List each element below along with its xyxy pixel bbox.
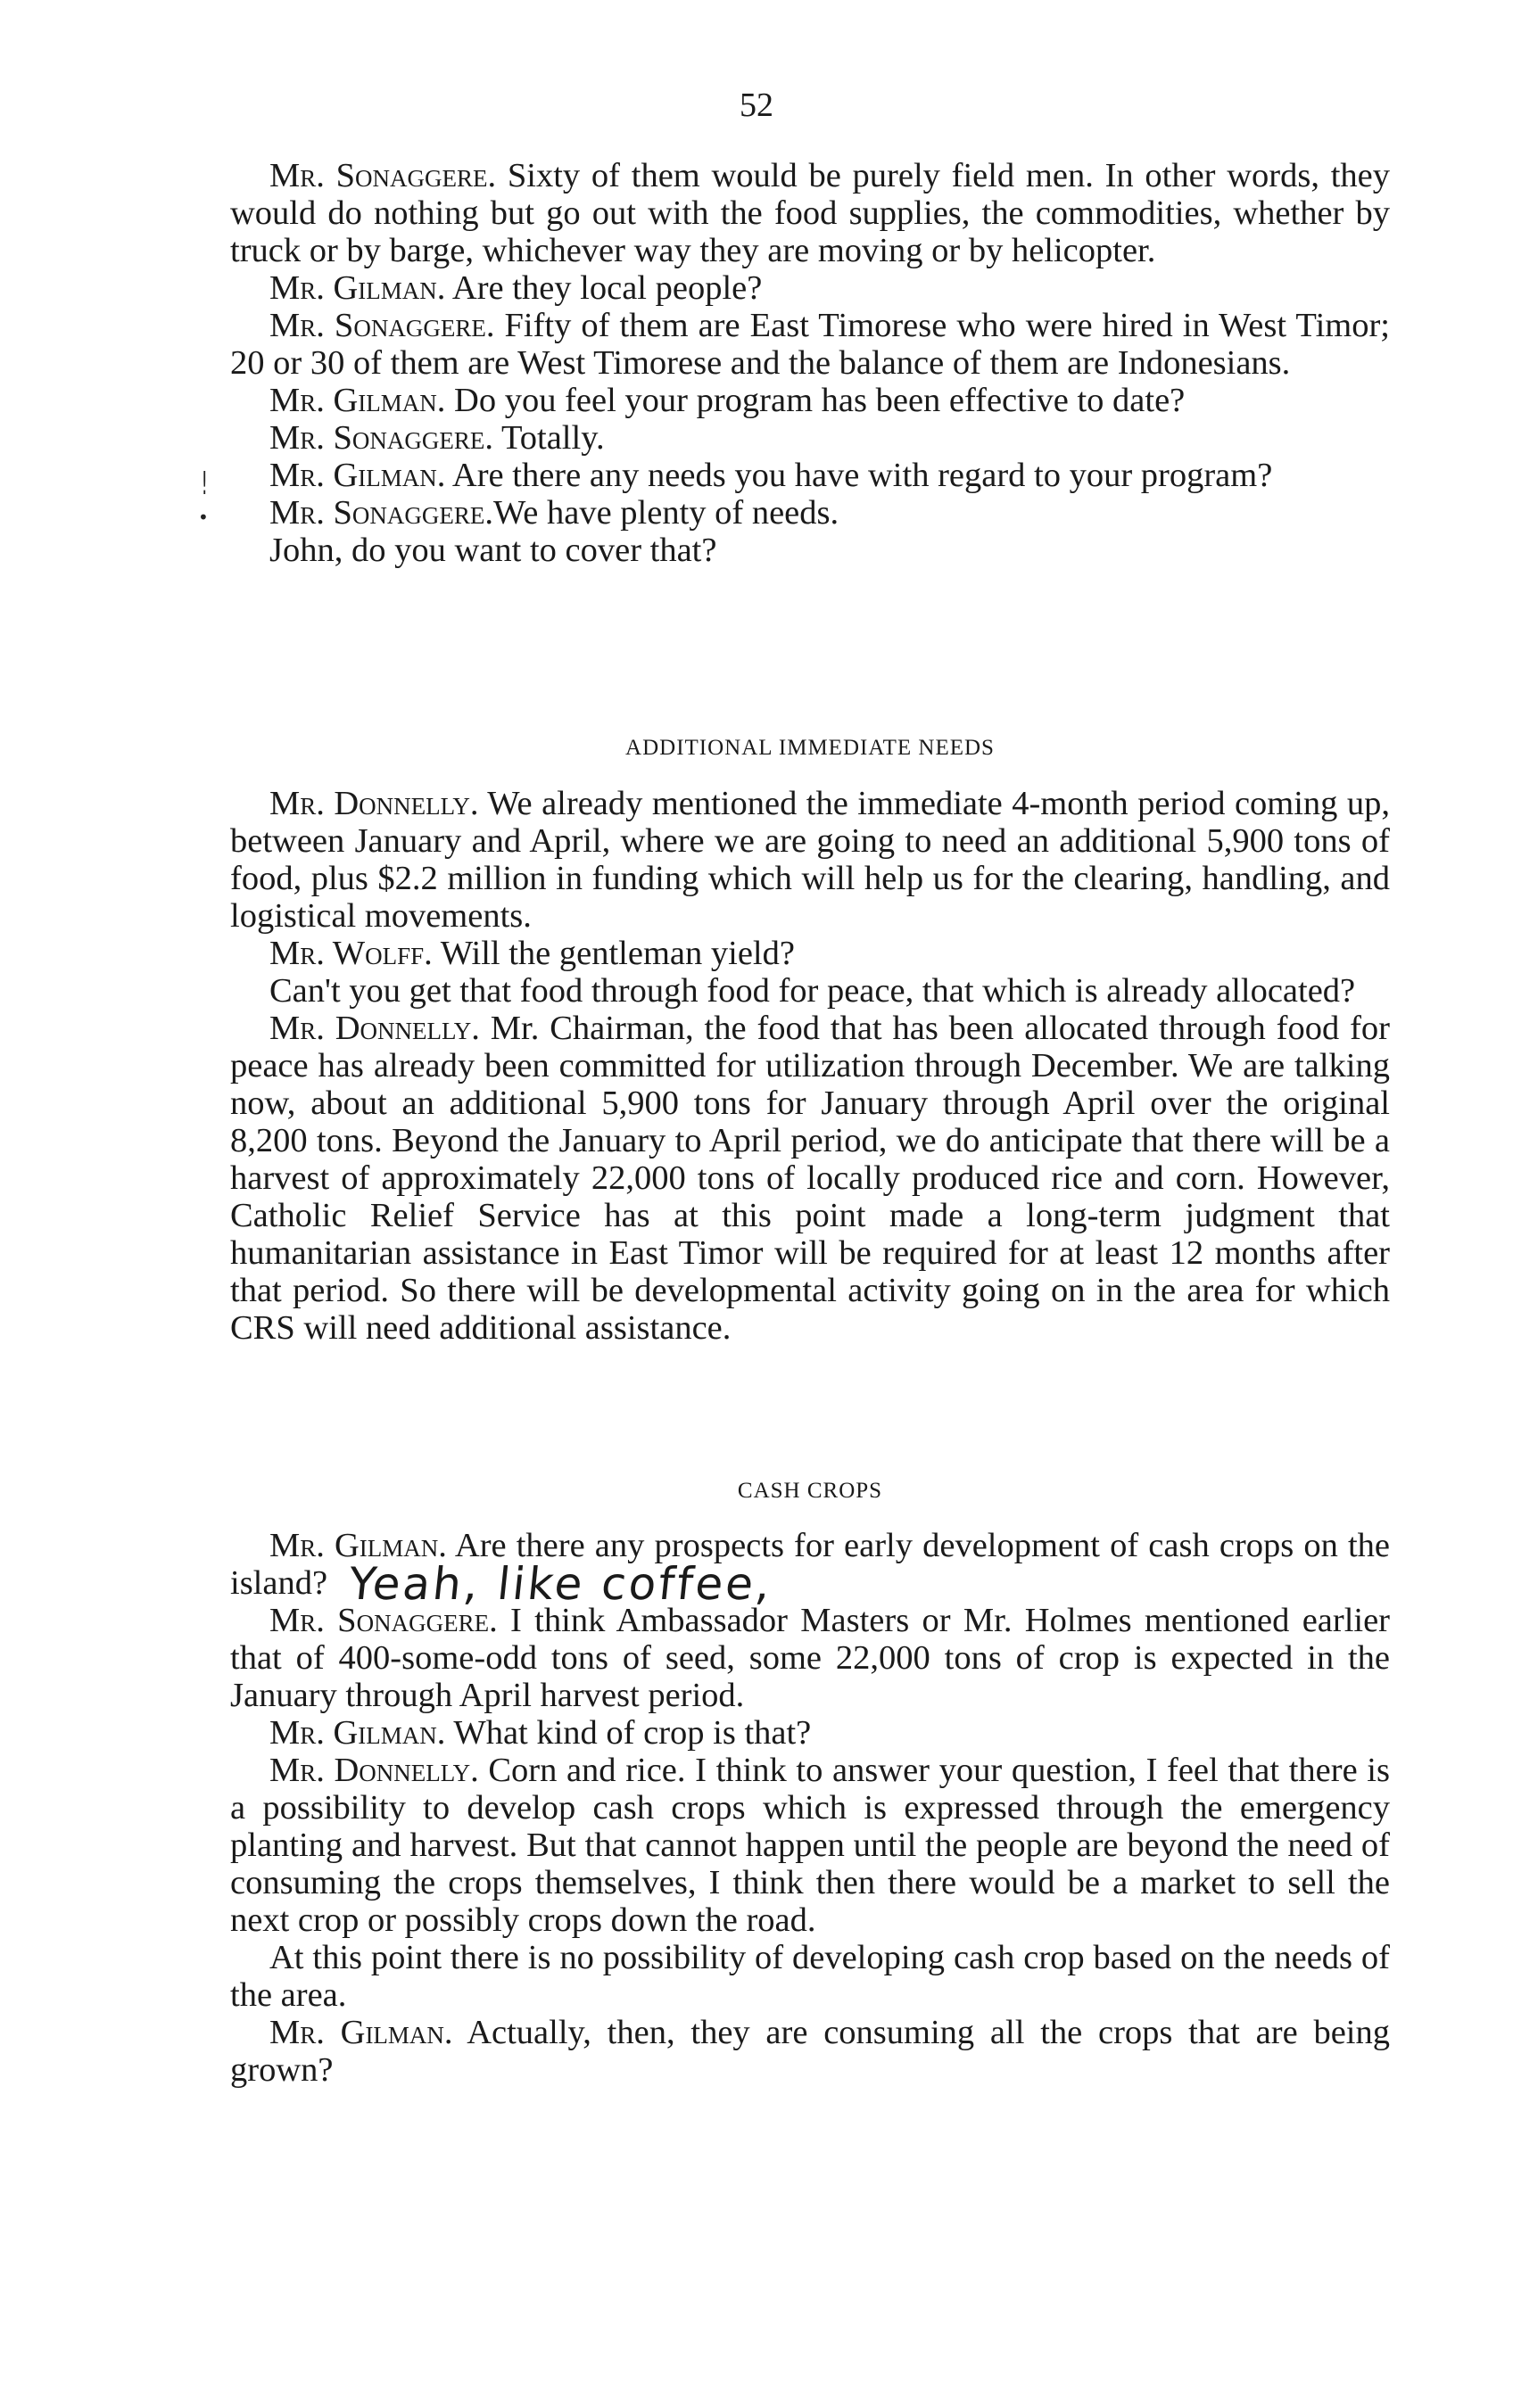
paragraph-text: Corn and rice. I think to answer your question, I feel that there is a possibility to develop cash crops which is expressed through the emergency planting and harvest. But that cannot happen until the people are beyond the need of consuming the crops themselves, I think then there would be a market to sell the next crop or possibly crops down the road. — [230, 1752, 1390, 1939]
speaker-name: Mr. Donnelly. — [269, 1010, 480, 1047]
speaker-name: Mr. Sonaggere. — [269, 307, 495, 344]
paragraph — [230, 419, 1390, 457]
page-number: 52 — [740, 87, 773, 124]
speaker-name: Mr. Gilman. — [269, 1527, 447, 1564]
paragraph — [230, 382, 1390, 419]
paragraph — [230, 1752, 1390, 1939]
paragraph-text: Are there any prospects for early development of cash crops on the island? — [230, 1527, 1390, 1602]
paragraph-text: John, do you want to cover that? — [269, 532, 717, 569]
speaker-name: Mr. Sonaggere. — [269, 419, 494, 457]
paragraph-text: Fifty of them are East Timorese who were hired in West Timor; 20 or 30 of them are West Timorese and the balance of them are Indonesians. — [230, 307, 1390, 382]
paragraph — [230, 2014, 1390, 2089]
paragraph — [230, 935, 1390, 972]
section-heading-additional-immediate-needs: ADDITIONAL IMMEDIATE NEEDS — [625, 736, 995, 760]
paragraph — [230, 307, 1390, 382]
speaker-name: Mr. Sonaggere. — [269, 157, 497, 194]
speaker-name: Mr. Donnelly. — [269, 785, 479, 822]
paragraph — [230, 157, 1390, 269]
paragraph-text: We already mentioned the immediate 4-month period coming up, between January and April, where we are going to need an additional 5,900 tons of food, plus $2.2 million in funding which will help us for the clearing, handling, and logistical movements. — [230, 785, 1390, 935]
paragraph-text: Sixty of them would be purely field men. In other words, they would do nothing but go out with the food supplies, the commodities, whether by truck or by barge, whichever way they are moving or by helicopter. — [230, 157, 1390, 269]
paragraph-text: Will the gentleman yield? — [432, 935, 795, 972]
paragraph-text: I think Ambassador Masters or Mr. Holmes mentioned earlier that of 400-some-odd tons of seed, some 22,000 tons of crop is expected in the January through April harvest period. — [230, 1602, 1391, 1714]
testimony-section-1 — [230, 157, 1390, 569]
paragraph-text: Are they local people? — [445, 269, 763, 307]
speaker-name: Mr. Gilman. — [269, 2014, 453, 2051]
speaker-name: Mr. Gilman. — [269, 269, 446, 307]
paragraph-text: Mr. Chairman, the food that has been allocated through food for peace has already been committed for utilization through December. We are talking now, about an additional 5,900 tons for January through April over the original 8,200 tons. Beyond the January to April period, we do anticipate that there will be a harvest of approximately 22,000 tons of locally produced rice and corn. However, Catholic Relief Service has at this point made a long-term judgment that humanitarian assistance in East Timor will be required for at least 12 months after that period. So there will be developmental activity going on in the area for which CRS will need additional assistance. — [230, 1010, 1390, 1347]
paragraph-text: Do you feel your program has been effective to date? — [445, 382, 1186, 419]
handwritten-note: Yeah, like coffee, — [346, 1558, 776, 1610]
paragraph-text: Totally. — [493, 419, 605, 457]
speaker-name: Mr. Donnelly. — [269, 1752, 479, 1789]
speaker-name: Mr. Gilman. — [269, 1714, 446, 1752]
paragraph-text: Actually, then, they are consuming all the crops that are being grown? — [230, 2014, 1390, 2089]
paragraph — [230, 1527, 1390, 1610]
speaker-name: Mr. Gilman. — [269, 457, 446, 494]
speaker-name: Mr. Wolff. — [269, 935, 433, 972]
margin-dot-mark: • — [198, 507, 209, 528]
paragraph-text: Can't you get that food through food for peace, that which is already allocated? — [269, 972, 1356, 1010]
margin-bar-mark: ! — [201, 466, 208, 502]
paragraph — [230, 269, 1390, 307]
testimony-section-3 — [230, 1527, 1390, 2089]
paragraph — [230, 532, 1390, 569]
speaker-name: Mr. Gilman. — [269, 382, 446, 419]
paragraph-text: We have plenty of needs. — [493, 494, 839, 532]
paragraph-text: At this point there is no possibility of developing cash crop based on the needs of the area. — [230, 1939, 1390, 2014]
paragraph — [230, 1714, 1390, 1752]
paragraph — [230, 1602, 1390, 1714]
paragraph — [230, 457, 1390, 494]
speaker-name: Mr. Sonaggere. — [269, 494, 494, 532]
section-heading-cash-crops: CASH CROPS — [737, 1479, 883, 1503]
paragraph — [230, 1010, 1390, 1347]
testimony-section-2 — [230, 785, 1390, 1347]
paragraph — [230, 785, 1390, 935]
paragraph — [230, 494, 1390, 532]
speaker-name: Mr. Sonaggere. — [269, 1602, 498, 1639]
paragraph-text: Are there any needs you have with regard to your program? — [445, 457, 1273, 494]
paragraph-text: What kind of crop is that? — [445, 1714, 812, 1752]
paragraph — [230, 1939, 1390, 2014]
paragraph — [230, 972, 1390, 1010]
